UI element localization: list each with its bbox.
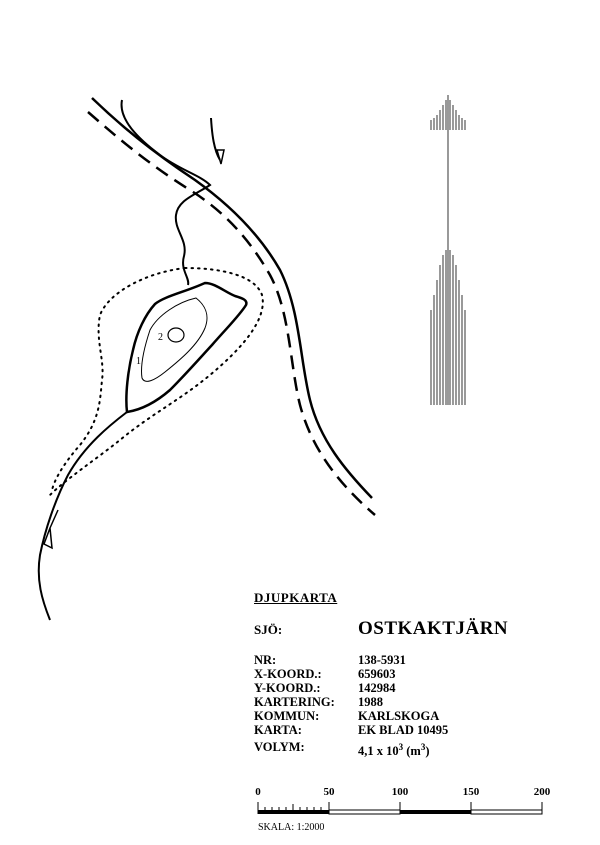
depth-label-2: 2 [158, 332, 163, 343]
info-row-volym [254, 740, 448, 759]
info-value: 1988 [358, 695, 383, 709]
scale-tick-label: 150 [462, 786, 480, 798]
road-dashed-line [88, 112, 375, 515]
road-solid-line [92, 98, 372, 498]
depth-contour-1m [142, 298, 207, 381]
info-key: KARTA: [254, 723, 302, 737]
volume-value: 4,1 x $10^3$ $(m^3)$ [358, 742, 430, 759]
info-key: X-KOORD.: [254, 667, 322, 681]
info-row-y-koord [254, 681, 448, 695]
info-value: 138-5931 [358, 653, 406, 667]
info-value: 142984 [358, 681, 396, 695]
info-key: KARTERING: [254, 695, 335, 709]
info-key: NR: [254, 653, 277, 667]
depth-contour-2m [168, 328, 184, 342]
info-value: EK BLAD 10495 [358, 723, 449, 737]
scale-label: SKALA: 1:2000 [258, 822, 325, 833]
info-key: Y-KOORD.: [254, 681, 321, 695]
info-row-kommun [254, 709, 448, 723]
north-arrow-icon [431, 95, 465, 405]
info-value: KARLSKOGA [358, 709, 440, 723]
lake-name: OSTKAKTJÄRN [358, 618, 509, 639]
depth-label-1: 1 [136, 356, 141, 367]
map-title: DJUPKARTA [254, 590, 338, 605]
info-row-kartering [254, 695, 448, 709]
lake-info-table [254, 653, 449, 759]
info-key: VOLYM: [254, 740, 305, 754]
lake-label: SJÖ: [254, 622, 283, 637]
info-row-x-koord [254, 667, 448, 681]
inflow-stream [122, 100, 210, 285]
info-row-nr [254, 653, 448, 667]
scale-tick-label: 50 [323, 786, 335, 798]
scale-tick-label: 100 [391, 786, 409, 798]
info-key: KOMMUN: [254, 709, 320, 723]
scale-tick-label: 0 [255, 786, 261, 798]
info-row-karta [254, 723, 448, 737]
scale-tick-label: 200 [533, 786, 551, 798]
outflow-stream [39, 412, 127, 620]
info-value: 659603 [358, 667, 396, 681]
